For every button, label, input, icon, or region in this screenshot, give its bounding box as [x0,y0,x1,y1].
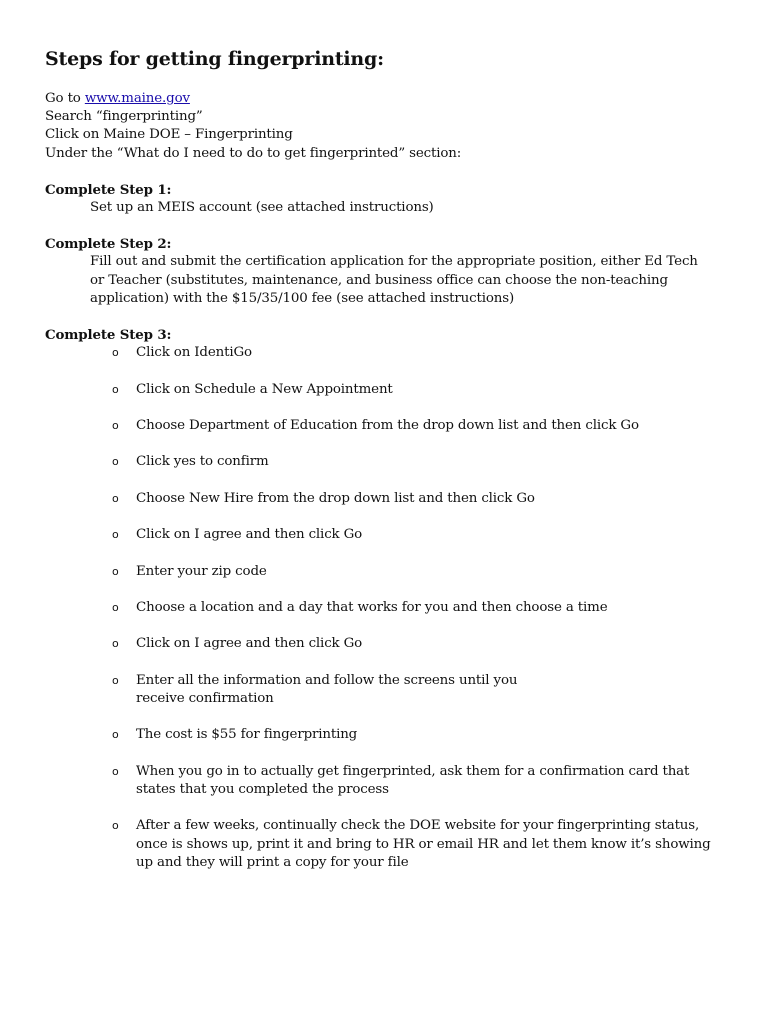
step-2-heading: Complete Step 2: [45,236,172,253]
bullet-circle-icon: o [112,673,119,687]
step-3-heading: Complete Step 3: [45,327,172,344]
list-item [45,817,735,872]
list-item [45,381,735,399]
bullet-circle-icon: o [112,528,119,542]
bullet-circle-icon: o [112,600,119,614]
list-item [45,453,735,471]
bullet-circle-icon: o [112,491,119,505]
list-item-text: Click yes to confirm [136,454,269,470]
maine-gov-link[interactable]: www.maine.gov [84,91,190,106]
document-page [45,46,735,890]
list-item [45,344,735,362]
list-item-text: The cost is $55 for fingerprinting [136,727,358,743]
list-item-text: Click on I agree and then click Go [136,527,363,543]
document-title: Steps for getting fingerprinting: [45,48,384,70]
list-item-text: Choose a location and a day that works for you and then choose a time [136,599,608,615]
list-item-text: Enter all the information and follow the screens until you receive confirmation [136,672,518,706]
bullet-circle-icon: o [112,382,119,396]
intro-search-line: Search “fingerprinting” [45,109,203,125]
list-item [45,417,735,435]
bullet-circle-icon: o [112,764,119,778]
list-item [45,490,735,508]
bullet-circle-icon: o [112,564,119,578]
bullet-circle-icon: o [112,819,119,833]
list-item [45,726,735,744]
list-item-text: Click on Schedule a New Appointment [136,381,393,397]
intro-goto-prefix: Go to [45,91,85,106]
step-3-list [45,344,735,872]
list-item [45,599,735,617]
intro-click-line: Click on Maine DOE – Fingerprinting [45,127,293,143]
list-item-text: Enter your zip code [136,563,267,579]
list-item [45,563,735,581]
intro-under-line: Under the “What do I need to do to get fingerprinted” section: [45,145,462,161]
bullet-circle-icon: o [112,637,119,651]
bullet-circle-icon: o [112,346,119,360]
step-1-body: Set up an MEIS account (see attached instructions) [90,200,434,216]
bullet-circle-icon: o [112,455,119,469]
list-item [45,526,735,544]
list-item-text: Click on I agree and then click Go [136,636,363,652]
list-item-text: Click on IdentiGo [136,345,252,361]
step-2-body: Fill out and submit the certification application for the appropriate position, either Ed Tech or Teacher (substitutes, maintenance, and business office can choose the non-teaching application) with the $15/35/100 fee (see attached instructions) [90,254,698,306]
list-item-text: Choose Department of Education from the drop down list and then click Go [136,418,639,434]
intro-goto-line [45,90,735,108]
list-item [45,635,735,653]
list-item-text: When you go in to actually get fingerprinted, ask them for a confirmation card that states that you completed the process [136,763,690,797]
list-item [45,672,735,708]
list-item-text: Choose New Hire from the drop down list and then click Go [136,490,535,506]
list-item-text: After a few weeks, continually check the DOE website for your fingerprinting status, once is shows up, print it and bring to HR or email HR and let them know it’s showing up and they will print a copy for your file [136,818,711,870]
bullet-circle-icon: o [112,728,119,742]
bullet-circle-icon: o [112,419,119,433]
list-item [45,763,735,799]
step-1-heading: Complete Step 1: [45,181,172,198]
